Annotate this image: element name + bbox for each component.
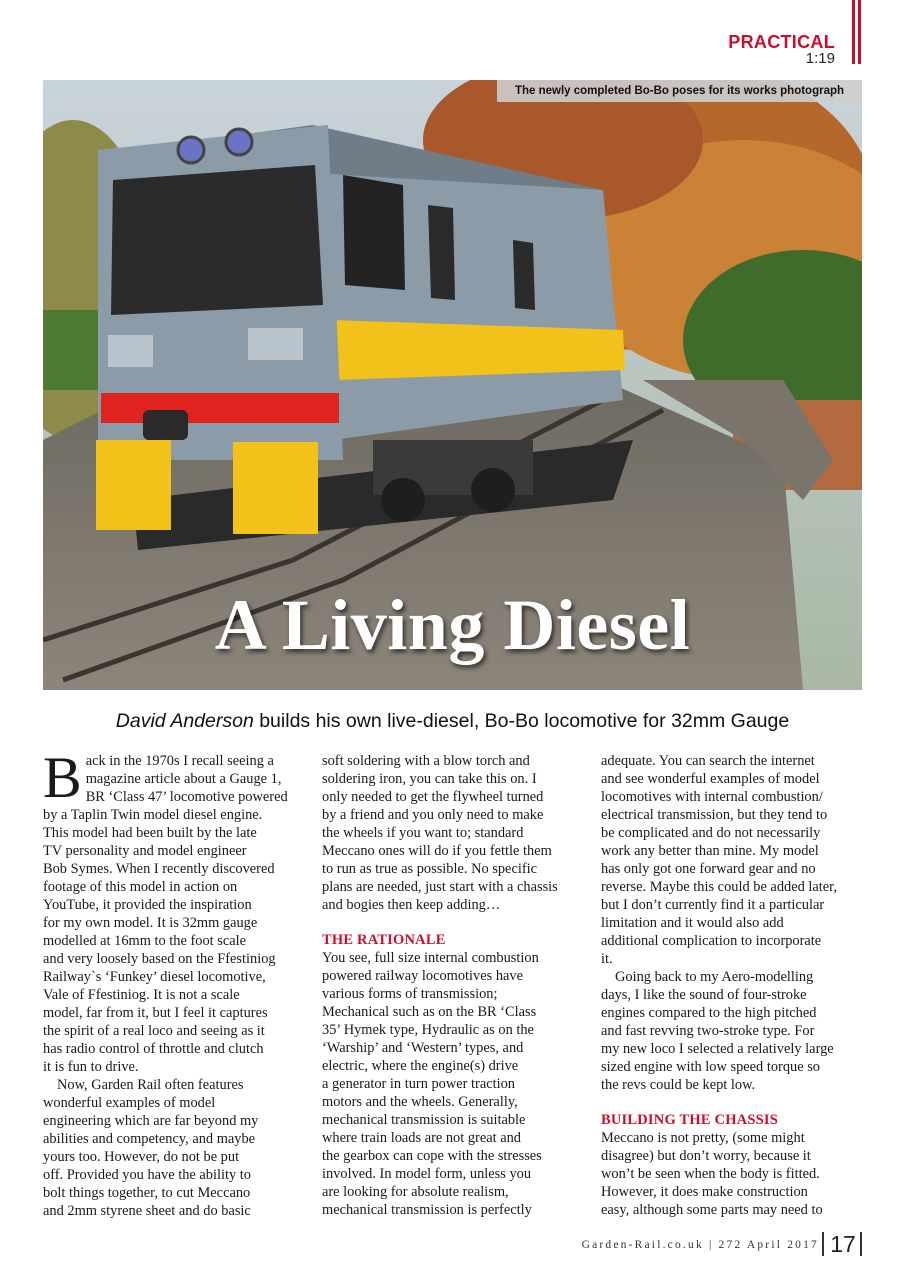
text-line: Vale of Ffestiniog. It is not a scale [43, 987, 240, 1003]
text-line: off. Provided you have the ability to [43, 1167, 251, 1183]
text-line: model, far from it, but I feel it captures [43, 1005, 268, 1021]
text-line: Mechanical such as on the BR ‘Class [322, 1004, 537, 1020]
text-line: and bogies then keep adding… [322, 897, 501, 913]
article-headline: A Living Diesel [214, 585, 691, 665]
text-line: work any better than mine. My model [601, 843, 819, 859]
text-line: electrical transmission, but they tend to [601, 807, 828, 823]
text-line: and fast revving two-stroke type. For [601, 1023, 815, 1039]
paragraph [43, 745, 308, 1076]
page-number: 17 [830, 1231, 856, 1257]
footer-credit: Garden-Rail.co.uk | 272 April 2017 [581, 1239, 819, 1251]
text-line: Going back to my Aero-modelling [615, 969, 814, 985]
text-line: electric, where the engine(s) drive [322, 1058, 519, 1074]
text-line: engines compared to the high pitched [601, 1005, 817, 1021]
text-line: Now, Garden Rail often features [57, 1077, 244, 1093]
text-line: soldering iron, you can take this on. I [322, 771, 537, 787]
footer-divider [822, 1232, 824, 1256]
text-line: locomotives with internal combustion/ [601, 789, 823, 805]
text-line: Bob Symes. When I recently discovered [43, 861, 275, 877]
paragraph [601, 1129, 866, 1219]
text-line: motors and the wheels. Generally, [322, 1094, 518, 1110]
text-line: are looking for absolute realism, [322, 1184, 509, 1200]
text-line: BR ‘Class 47’ locomotive powered [85, 789, 288, 805]
text-line: won’t be seen when the body is fitted. [601, 1166, 820, 1182]
section-tag [728, 32, 835, 66]
text-line: where train loads are not great and [322, 1130, 521, 1146]
text-line: limitation and it would also add [601, 915, 784, 931]
paragraph [322, 949, 587, 1219]
text-line: only needed to get the flywheel turned [322, 789, 544, 805]
text-line: various forms of transmission; [322, 986, 498, 1002]
standfirst [43, 710, 862, 733]
section-label: PRACTICAL [728, 32, 835, 52]
text-line: magazine article about a Gauge 1, [85, 771, 282, 787]
text-line: the wheels if you want to; standard [322, 825, 524, 841]
text-line: by a Taplin Twin model diesel engine. [43, 807, 263, 823]
text-line: be complicated and do not necessarily [601, 825, 821, 841]
text-line: it. [601, 951, 613, 967]
text-line: the gearbox can cope with the stresses [322, 1148, 542, 1164]
accent-bar-right [858, 0, 861, 64]
text-line: abilities and competency, and maybe [43, 1131, 256, 1147]
photo-caption: The newly completed Bo-Bo poses for its works photograph [497, 80, 862, 102]
text-line: the spirit of a real loco and seeing as it [43, 1023, 265, 1039]
text-line: involved. In model form, unless you [322, 1166, 532, 1182]
text-line: and see wonderful examples of model [601, 771, 820, 787]
text-line: bolt things together, to cut Meccano [43, 1185, 251, 1201]
text-line: footage of this model in action on [43, 879, 238, 895]
text-line: powered railway locomotives have [322, 968, 523, 984]
text-line: by a friend and you only need to make [322, 807, 544, 823]
text-line: and 2mm styrene sheet and do basic [43, 1203, 251, 1219]
article-column-1 [43, 745, 308, 1220]
paragraph [601, 752, 866, 968]
section-heading-building-the-chassis: BUILDING THE CHASSIS [601, 1112, 778, 1128]
text-line: However, it does make construction [601, 1184, 808, 1200]
text-line: additional complication to incorporate [601, 933, 822, 949]
article-column-3 [601, 752, 866, 1219]
text-line: plans are needed, just start with a chassis [322, 879, 558, 895]
text-line: sized engine with low speed torque so [601, 1059, 821, 1075]
text-line: reverse. Maybe this could be added later, [601, 879, 837, 895]
text-line: easy, although some parts may need to [601, 1202, 823, 1218]
text-line: yours too. However, do not be put [43, 1149, 240, 1165]
scale-label: 1:19 [805, 50, 835, 67]
text-line: disagree) but don’t worry, because it [601, 1148, 811, 1164]
text-line: wonderful examples of model [43, 1095, 216, 1111]
text-line: days, I like the sound of four-stroke [601, 987, 807, 1003]
standfirst-text: builds his own live-diesel, Bo-Bo locomotive for 32mm Gauge [253, 710, 790, 732]
text-line: the revs could be kept low. [601, 1077, 756, 1093]
text-line: engineering which are far beyond my [43, 1113, 259, 1129]
text-line: has only got one forward gear and no [601, 861, 816, 877]
text-line: it is fun to drive. [43, 1059, 139, 1075]
footer-divider [860, 1232, 862, 1256]
text-line: mechanical transmission is suitable [322, 1112, 526, 1128]
text-line: Meccano is not pretty, (some might [601, 1130, 805, 1146]
paragraph [322, 752, 587, 914]
text-line: 35’ Hymek type, Hydraulic as on the [322, 1022, 534, 1038]
text-line: ack in the 1970s I recall seeing a [85, 753, 274, 769]
text-line: my new loco I selected a relatively large [601, 1041, 834, 1057]
text-line: This model had been built by the late [43, 825, 257, 841]
text-line: and very loosely based on the Ffestiniog [43, 951, 276, 967]
text-line: Meccano ones will do if you fettle them [322, 843, 552, 859]
text-line: TV personality and model engineer [43, 843, 247, 859]
text-line: adequate. You can search the internet [601, 753, 815, 769]
text-line: modelled at 16mm to the foot scale [43, 933, 247, 949]
text-line: to run as true as possible. No specific [322, 861, 538, 877]
drop-cap: B [43, 745, 82, 810]
text-line: for my own model. It is 32mm gauge [43, 915, 258, 931]
section-heading-rationale: THE RATIONALE [322, 932, 446, 948]
paragraph [43, 1076, 308, 1220]
text-line: but I don’t currently find it a particular [601, 897, 825, 913]
text-line: soft soldering with a blow torch and [322, 753, 530, 769]
author-name: David Anderson [115, 710, 254, 732]
accent-bar-left [852, 0, 855, 64]
text-line: mechanical transmission is perfectly [322, 1202, 532, 1218]
paragraph [601, 968, 866, 1094]
text-line: has radio control of throttle and clutch [43, 1041, 264, 1057]
text-line: YouTube, it provided the inspiration [43, 897, 252, 913]
text-line: a generator in turn power traction [322, 1076, 515, 1092]
text-line: You see, full size internal combustion [322, 950, 539, 966]
article-column-2 [322, 752, 587, 1219]
text-line: Railway`s ‘Funkey’ diesel locomotive, [43, 969, 266, 985]
text-line: ‘Warship’ and ‘Western’ types, and [322, 1040, 524, 1056]
